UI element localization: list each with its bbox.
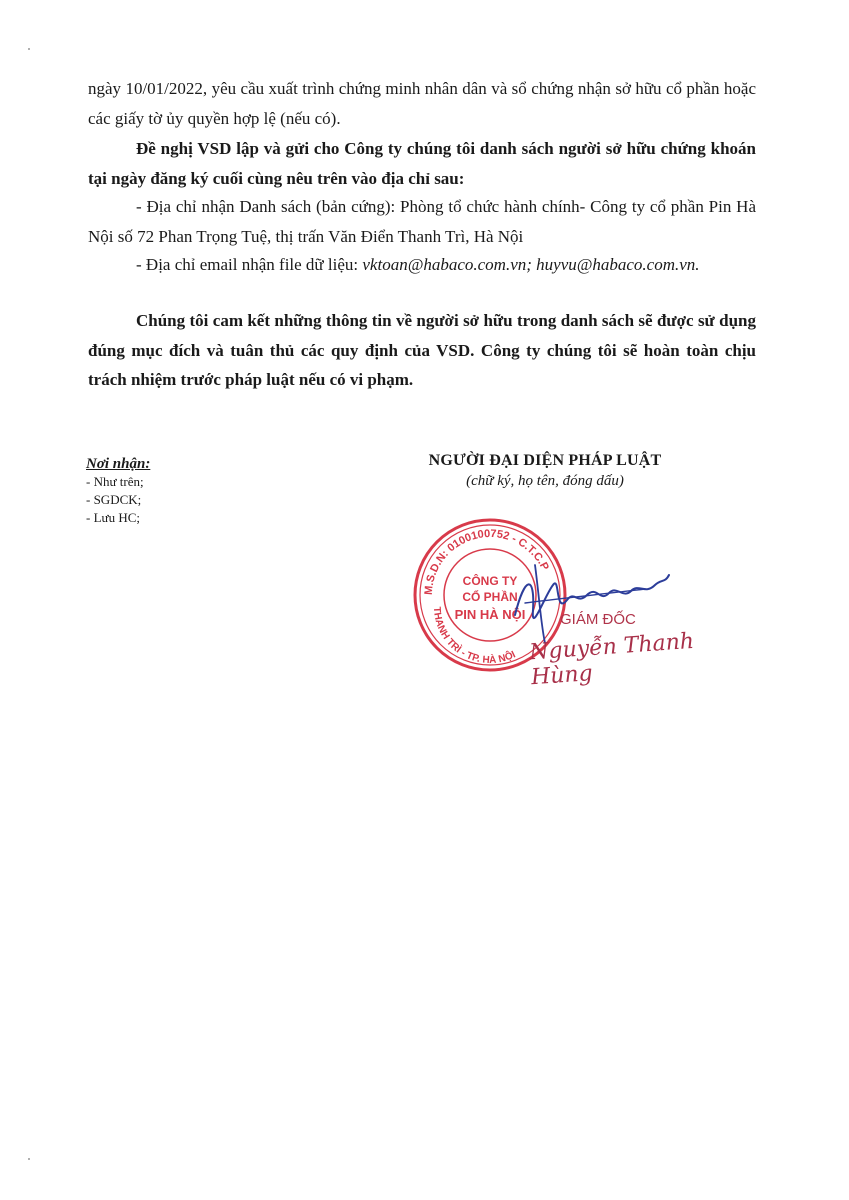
seal-ring-bottom-text: THANH TRÌ - TP. HÀ NỘI [430, 606, 518, 667]
seal-line-name: PIN HÀ NỘI [454, 607, 526, 622]
scan-speck [28, 1158, 30, 1160]
recipient-item: - Như trên; [86, 474, 144, 489]
email-label: - Địa chỉ email nhận file dữ liệu: [136, 255, 363, 274]
representative-block [380, 452, 710, 490]
recipient-item: - Lưu HC; [86, 510, 140, 525]
signature-seal-area [410, 515, 740, 715]
email-address-item [88, 250, 756, 280]
director-name: Nguyễn Thanh Hùng [528, 628, 695, 691]
recipients-title: Nơi nhận: [86, 456, 151, 472]
commitment-paragraph: Chúng tôi cam kết những thông tin về người sở hữu trong danh sách sẽ được sử dụng đúng mục đích và tuân thủ các quy định của VSD. Công ty chúng tôi sẽ hoàn toàn chịu trách nhiệm trước pháp luật nếu có vi phạm. [88, 311, 756, 389]
recipients-block [86, 455, 150, 527]
seal-line-company: CÔNG TY [462, 574, 518, 588]
hardcopy-address-item: - Địa chỉ nhận Danh sách (bản cứng): Phòng tổ chức hành chính- Công ty cổ phần Pin Hà Nội số 72 Phan Trọng Tuệ, thị trấn Văn Điển Thanh Trì, Hà Nội [88, 197, 756, 246]
director-title: GIÁM ĐỐC [560, 611, 636, 628]
recipient-item: - SGDCK; [86, 492, 142, 507]
scan-speck [28, 48, 30, 50]
email-addresses: vktoan@habaco.com.vn; huyvu@habaco.com.vn. [362, 255, 700, 274]
attendance-requirement-paragraph: ngày 10/01/2022, yêu cầu xuất trình chứng minh nhân dân và sổ chứng nhận sở hữu cổ phần hoặc các giấy tờ ủy quyền hợp lệ (nếu có). [88, 79, 756, 128]
representative-title: NGƯỜI ĐẠI DIỆN PHÁP LUẬT [428, 452, 662, 469]
signature-instruction: (chữ ký, họ tên, đóng dấu) [466, 473, 624, 489]
seal-ring-top-text: M.S.D.N: 0100100752 - C.T.C.P [422, 527, 551, 596]
vsd-request-paragraph: Đề nghị VSD lập và gửi cho Công ty chúng tôi danh sách người sở hữu chứng khoán tại ngày đăng ký cuối cùng nêu trên vào địa chỉ sau: [88, 139, 756, 188]
seal-line-joint-stock: CỔ PHẦN [462, 590, 518, 604]
